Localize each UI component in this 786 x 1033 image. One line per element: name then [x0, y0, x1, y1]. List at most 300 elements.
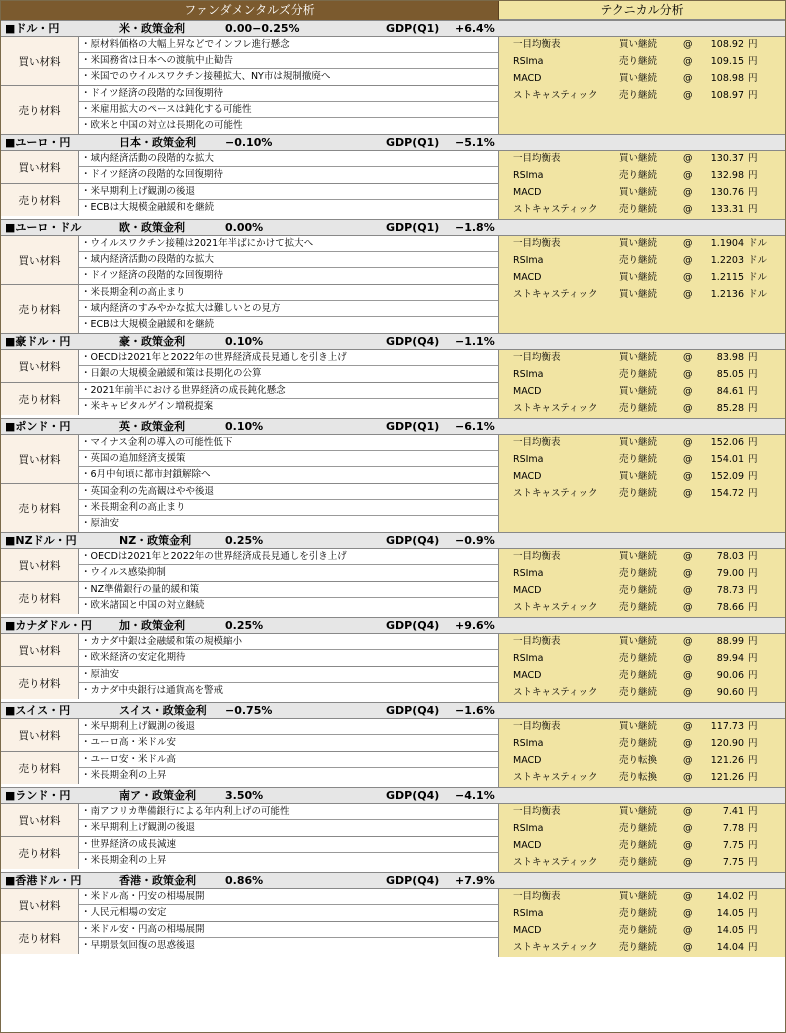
list-item: ・欧米と中国の対立は長期化の可能性: [81, 120, 243, 131]
technical-row: [499, 236, 785, 253]
list-item: ・NZ準備銀行の量的緩和策: [79, 582, 498, 598]
policy-rate-label: 豪・政策金利: [119, 335, 185, 348]
indicator-name: MACD: [513, 386, 542, 397]
price-value: 7.41: [722, 806, 744, 817]
list-item: ・域内経済活動の段階的な拡大: [79, 151, 498, 167]
technical-row: [499, 151, 785, 168]
sections: [1, 20, 785, 957]
list-item: ・ウイルスワクチン接種は2021年半ばにかけて拡大へ: [79, 236, 498, 252]
currency-section: [1, 333, 785, 418]
signal-status: 買い継続: [619, 39, 658, 50]
currency-section: [1, 418, 785, 532]
price-unit: ドル: [748, 289, 768, 300]
signal-status: 売り継続: [619, 823, 658, 834]
buy-materials-group: [1, 236, 498, 285]
policy-rate-value: 0.00%: [225, 221, 264, 234]
at-sign: @: [683, 272, 693, 283]
sell-materials-list: [79, 752, 498, 784]
report-header: [1, 1, 785, 20]
technical-row: [499, 838, 785, 855]
price-unit: 円: [748, 891, 758, 902]
signal-status: 売り継続: [619, 857, 658, 868]
buy-materials-label: 買い材料: [1, 889, 79, 921]
list-item: ・ウイルス感染抑制: [81, 567, 166, 578]
list-item: ・英国の追加経済支援策: [79, 451, 498, 467]
list-item: ・マイナス金利の導入の可能性低下: [79, 435, 498, 451]
list-item: ・ドイツ経済の段階的な回復期待: [81, 169, 224, 180]
indicator-name: RSIma: [513, 255, 544, 266]
fundamentals-column: [1, 236, 499, 333]
technical-row: [499, 469, 785, 486]
list-item: ・域内経済のすみやかな拡大は難しいとの見方: [79, 301, 498, 317]
gdp-value: −1.1%: [455, 335, 495, 348]
price-unit: 円: [748, 369, 758, 380]
buy-materials-list: [79, 549, 498, 581]
price-unit: 円: [748, 653, 758, 664]
price-unit: 円: [748, 925, 758, 936]
sell-materials-group: [1, 184, 498, 216]
gdp-label: GDP(Q1): [386, 420, 440, 433]
section-title: [1, 20, 785, 37]
at-sign: @: [683, 39, 693, 50]
at-sign: @: [683, 823, 693, 834]
technical-row: [499, 88, 785, 105]
price-unit: 円: [748, 840, 758, 851]
list-item: ・米キャピタルゲイン増税提案: [81, 401, 214, 412]
list-item: ・世界経済の成長減速: [79, 837, 498, 853]
at-sign: @: [683, 471, 693, 482]
at-sign: @: [683, 687, 693, 698]
technical-row: [499, 270, 785, 287]
at-sign: @: [683, 170, 693, 181]
price-value: 152.09: [710, 471, 744, 482]
list-item: ・2021年前半における世界経済の成長鈍化懸念: [79, 383, 498, 399]
indicator-name: RSIma: [513, 908, 544, 919]
sell-materials-group: [1, 922, 498, 954]
price-unit: 円: [748, 551, 758, 562]
list-item: ・域内経済活動の段階的な拡大: [79, 252, 498, 268]
section-title: [1, 872, 785, 889]
technical-row: [499, 821, 785, 838]
at-sign: @: [683, 56, 693, 67]
list-item: ・欧米諸国と中国の対立継続: [81, 600, 205, 611]
technical-row: [499, 287, 785, 304]
price-value: 120.90: [710, 738, 744, 749]
technical-column: [499, 37, 785, 134]
at-sign: @: [683, 289, 693, 300]
list-item: ・原油安: [81, 518, 120, 529]
sell-materials-group: [1, 484, 498, 532]
price-value: 108.97: [710, 90, 744, 101]
price-value: 154.72: [710, 488, 744, 499]
signal-status: 買い継続: [619, 636, 658, 647]
sell-materials-group: [1, 667, 498, 699]
sell-materials-list: [79, 484, 498, 532]
at-sign: @: [683, 738, 693, 749]
list-item: ・南アフリカ準備銀行による年内利上げの可能性: [79, 804, 498, 820]
list-item: ・日銀の大規模金融緩和策は長期化の公算: [81, 368, 262, 379]
technical-row: [499, 889, 785, 906]
price-unit: 円: [748, 437, 758, 448]
sell-materials-group: [1, 752, 498, 784]
price-value: 130.76: [710, 187, 744, 198]
signal-status: 売り継続: [619, 602, 658, 613]
at-sign: @: [683, 90, 693, 101]
price-value: 14.05: [716, 908, 744, 919]
section-title: [1, 134, 785, 151]
technical-row: [499, 770, 785, 787]
signal-status: 売り継続: [619, 255, 658, 266]
technical-row: [499, 54, 785, 71]
signal-status: 売り継続: [619, 585, 658, 596]
policy-rate-label: 米・政策金利: [119, 22, 185, 35]
price-unit: 円: [748, 908, 758, 919]
technical-column: [499, 350, 785, 418]
section-title: [1, 219, 785, 236]
at-sign: @: [683, 369, 693, 380]
price-value: 121.26: [710, 772, 744, 783]
buy-materials-group: [1, 37, 498, 86]
currency-pair: ■ユーロ・ドル: [5, 221, 82, 234]
indicator-name: 一目均衡表: [513, 636, 561, 647]
price-unit: 円: [748, 73, 758, 84]
list-item: ・カナダ中央銀行は通貨高を警戒: [81, 685, 224, 696]
fundamentals-column: [1, 634, 499, 702]
at-sign: @: [683, 670, 693, 681]
currency-pair: ■ドル・円: [5, 22, 60, 35]
price-value: 85.05: [716, 369, 744, 380]
currency-pair: ■NZドル・円: [5, 534, 77, 547]
buy-materials-list: [79, 719, 498, 751]
currency-pair: ■スイス・円: [5, 704, 71, 717]
buy-materials-group: [1, 889, 498, 922]
indicator-name: ストキャスティック: [513, 687, 598, 698]
price-unit: 円: [748, 687, 758, 698]
price-unit: 円: [748, 39, 758, 50]
sell-materials-label: 売り材料: [1, 582, 79, 614]
sell-materials-group: [1, 86, 498, 134]
at-sign: @: [683, 238, 693, 249]
technical-row: [499, 634, 785, 651]
signal-status: 買い継続: [619, 471, 658, 482]
price-value: 7.78: [722, 823, 744, 834]
gdp-value: −1.6%: [455, 704, 495, 717]
signal-status: 買い継続: [619, 551, 658, 562]
sell-materials-list: [79, 837, 498, 869]
policy-rate-value: 0.25%: [225, 619, 264, 632]
indicator-name: ストキャスティック: [513, 204, 598, 215]
list-item: ・ユーロ高・米ドル安: [81, 737, 177, 748]
currency-section: [1, 872, 785, 957]
price-value: 130.37: [710, 153, 744, 164]
list-item: ・英国金利の先高観はやや後退: [79, 484, 498, 500]
gdp-label: GDP(Q4): [386, 335, 440, 348]
price-value: 108.92: [710, 39, 744, 50]
fundamentals-column: [1, 719, 499, 787]
signal-status: 売り継続: [619, 488, 658, 499]
at-sign: @: [683, 806, 693, 817]
buy-materials-list: [79, 236, 498, 284]
technical-row: [499, 37, 785, 54]
indicator-name: ストキャスティック: [513, 488, 598, 499]
list-item: ・米ドル高・円安の相場展開: [79, 889, 498, 905]
policy-rate-value: 0.10%: [225, 420, 264, 433]
signal-status: 売り継続: [619, 840, 658, 851]
price-unit: 円: [748, 187, 758, 198]
signal-status: 売り継続: [619, 925, 658, 936]
price-unit: 円: [748, 636, 758, 647]
signal-status: 売り継続: [619, 403, 658, 414]
technical-row: [499, 685, 785, 702]
price-unit: 円: [748, 755, 758, 766]
policy-rate-label: 加・政策金利: [119, 619, 185, 632]
list-item: ・米早期利上げ観測の後退: [79, 719, 498, 735]
indicator-name: MACD: [513, 840, 542, 851]
technical-column: [499, 719, 785, 787]
at-sign: @: [683, 73, 693, 84]
technical-row: [499, 350, 785, 367]
at-sign: @: [683, 908, 693, 919]
buy-materials-list: [79, 350, 498, 382]
at-sign: @: [683, 857, 693, 868]
at-sign: @: [683, 386, 693, 397]
price-unit: 円: [748, 352, 758, 363]
sell-materials-group: [1, 285, 498, 333]
technical-row: [499, 940, 785, 957]
price-unit: 円: [748, 153, 758, 164]
price-unit: 円: [748, 602, 758, 613]
buy-materials-label: 買い材料: [1, 804, 79, 836]
technical-row: [499, 923, 785, 940]
list-item: ・ユーロ安・米ドル高: [79, 752, 498, 768]
at-sign: @: [683, 585, 693, 596]
list-item: ・米ドル安・円高の相場展開: [79, 922, 498, 938]
currency-pair: ■ランド・円: [5, 789, 71, 802]
price-unit: 円: [748, 488, 758, 499]
indicator-name: 一目均衡表: [513, 39, 561, 50]
technical-row: [499, 435, 785, 452]
price-value: 7.75: [722, 840, 744, 851]
indicator-name: ストキャスティック: [513, 772, 598, 783]
technical-row: [499, 804, 785, 821]
signal-status: 買い継続: [619, 891, 658, 902]
technical-row: [499, 168, 785, 185]
buy-materials-label: 買い材料: [1, 37, 79, 85]
section-body: [1, 350, 785, 418]
at-sign: @: [683, 636, 693, 647]
section-body: [1, 151, 785, 219]
section-body: [1, 236, 785, 333]
section-title: [1, 617, 785, 634]
signal-status: 売り継続: [619, 454, 658, 465]
sell-materials-list: [79, 383, 498, 415]
signal-status: 売り継続: [619, 369, 658, 380]
price-value: 78.66: [716, 602, 744, 613]
list-item: ・米長期金利の高止まり: [79, 500, 498, 516]
indicator-name: RSIma: [513, 454, 544, 465]
buy-materials-label: 買い材料: [1, 350, 79, 382]
price-value: 133.31: [710, 204, 744, 215]
policy-rate-label: 英・政策金利: [119, 420, 185, 433]
indicator-name: MACD: [513, 471, 542, 482]
sell-materials-group: [1, 837, 498, 869]
buy-materials-group: [1, 350, 498, 383]
at-sign: @: [683, 653, 693, 664]
indicator-name: MACD: [513, 585, 542, 596]
indicator-name: ストキャスティック: [513, 602, 598, 613]
price-value: 1.2115: [710, 272, 744, 283]
gdp-value: +6.4%: [455, 22, 495, 35]
signal-status: 売り継続: [619, 738, 658, 749]
price-value: 88.99: [716, 636, 744, 647]
list-item: ・6月中旬頃に都市封鎖解除へ: [81, 469, 211, 480]
currency-section: [1, 532, 785, 617]
sell-materials-label: 売り材料: [1, 837, 79, 869]
indicator-name: RSIma: [513, 170, 544, 181]
gdp-label: GDP(Q4): [386, 534, 440, 547]
sell-materials-list: [79, 184, 498, 216]
list-item: ・欧米経済の安定化期待: [81, 652, 186, 663]
price-value: 1.1904: [710, 238, 744, 249]
list-item: ・ドイツ経済の段階的な回復期待: [81, 270, 224, 281]
indicator-name: 一目均衡表: [513, 806, 561, 817]
at-sign: @: [683, 721, 693, 732]
technical-row: [499, 202, 785, 219]
technical-row: [499, 753, 785, 770]
at-sign: @: [683, 568, 693, 579]
policy-rate-value: −0.10%: [225, 136, 273, 149]
technical-column: [499, 435, 785, 532]
policy-rate-label: 日本・政策金利: [119, 136, 196, 149]
indicator-name: RSIma: [513, 653, 544, 664]
signal-status: 買い継続: [619, 153, 658, 164]
price-value: 78.73: [716, 585, 744, 596]
signal-status: 買い継続: [619, 187, 658, 198]
indicator-name: 一目均衡表: [513, 437, 561, 448]
price-value: 14.02: [716, 891, 744, 902]
at-sign: @: [683, 840, 693, 851]
buy-materials-label: 買い材料: [1, 236, 79, 284]
indicator-name: MACD: [513, 187, 542, 198]
policy-rate-label: スイス・政策金利: [119, 704, 207, 717]
indicator-name: RSIma: [513, 369, 544, 380]
technical-header: テクニカル分析: [499, 1, 785, 20]
price-unit: ドル: [748, 272, 768, 283]
list-item: ・早期景気回復の思惑後退: [81, 940, 196, 951]
section-body: [1, 37, 785, 134]
at-sign: @: [683, 488, 693, 499]
fundamentals-column: [1, 37, 499, 134]
buy-materials-label: 買い材料: [1, 634, 79, 666]
signal-status: 買い継続: [619, 352, 658, 363]
indicator-name: ストキャスティック: [513, 942, 598, 953]
list-item: ・人民元相場の安定: [81, 907, 167, 918]
gdp-value: −5.1%: [455, 136, 495, 149]
fundamentals-header: ファンダメンタルズ分析: [1, 1, 499, 20]
at-sign: @: [683, 942, 693, 953]
price-value: 132.98: [710, 170, 744, 181]
at-sign: @: [683, 454, 693, 465]
indicator-name: 一目均衡表: [513, 352, 561, 363]
signal-status: 買い継続: [619, 238, 658, 249]
buy-materials-list: [79, 151, 498, 183]
fundamentals-column: [1, 549, 499, 617]
indicator-name: 一目均衡表: [513, 891, 561, 902]
buy-materials-label: 買い材料: [1, 549, 79, 581]
indicator-name: RSIma: [513, 568, 544, 579]
gdp-value: +7.9%: [455, 874, 495, 887]
price-value: 90.06: [716, 670, 744, 681]
fundamentals-column: [1, 435, 499, 532]
list-item: ・原油安: [79, 667, 498, 683]
section-body: [1, 719, 785, 787]
buy-materials-group: [1, 549, 498, 582]
price-unit: 円: [748, 857, 758, 868]
sell-materials-label: 売り材料: [1, 667, 79, 699]
sell-materials-label: 売り材料: [1, 484, 79, 532]
signal-status: 買い継続: [619, 806, 658, 817]
currency-section: [1, 134, 785, 219]
technical-row: [499, 401, 785, 418]
at-sign: @: [683, 187, 693, 198]
gdp-label: GDP(Q4): [386, 619, 440, 632]
policy-rate-label: NZ・政策金利: [119, 534, 192, 547]
indicator-name: RSIma: [513, 56, 544, 67]
list-item: ・カナダ中銀は金融緩和策の規模縮小: [79, 634, 498, 650]
list-item: ・米早期利上げ観測の後退: [79, 184, 498, 200]
price-unit: 円: [748, 386, 758, 397]
technical-row: [499, 486, 785, 503]
at-sign: @: [683, 403, 693, 414]
buy-materials-list: [79, 435, 498, 483]
technical-column: [499, 549, 785, 617]
buy-materials-group: [1, 151, 498, 184]
price-value: 89.94: [716, 653, 744, 664]
sell-materials-list: [79, 667, 498, 699]
list-item: ・米長期金利の高止まり: [79, 285, 498, 301]
gdp-label: GDP(Q1): [386, 22, 440, 35]
gdp-value: −6.1%: [455, 420, 495, 433]
at-sign: @: [683, 204, 693, 215]
signal-status: 売り継続: [619, 908, 658, 919]
technical-column: [499, 804, 785, 872]
list-item: ・OECDは2021年と2022年の世界経済成長見通しを引き上げ: [79, 350, 498, 366]
price-value: 109.15: [710, 56, 744, 67]
sell-materials-list: [79, 86, 498, 134]
signal-status: 買い継続: [619, 437, 658, 448]
technical-row: [499, 583, 785, 600]
technical-row: [499, 253, 785, 270]
price-value: 7.75: [722, 857, 744, 868]
currency-pair: ■カナダドル・円: [5, 619, 92, 632]
at-sign: @: [683, 772, 693, 783]
policy-rate-value: 0.00−0.25%: [225, 22, 300, 35]
gdp-label: GDP(Q1): [386, 221, 440, 234]
price-unit: 円: [748, 471, 758, 482]
gdp-value: −0.9%: [455, 534, 495, 547]
list-item: ・米国でのウイルスワクチン接種拡大、NY市は規制撤廃へ: [81, 71, 331, 82]
price-unit: 円: [748, 204, 758, 215]
buy-materials-group: [1, 804, 498, 837]
technical-column: [499, 634, 785, 702]
currency-pair: ■豪ドル・円: [5, 335, 71, 348]
at-sign: @: [683, 925, 693, 936]
gdp-value: −4.1%: [455, 789, 495, 802]
buy-materials-group: [1, 435, 498, 484]
sell-materials-list: [79, 582, 498, 614]
signal-status: 売り転換: [619, 772, 658, 783]
technical-row: [499, 549, 785, 566]
